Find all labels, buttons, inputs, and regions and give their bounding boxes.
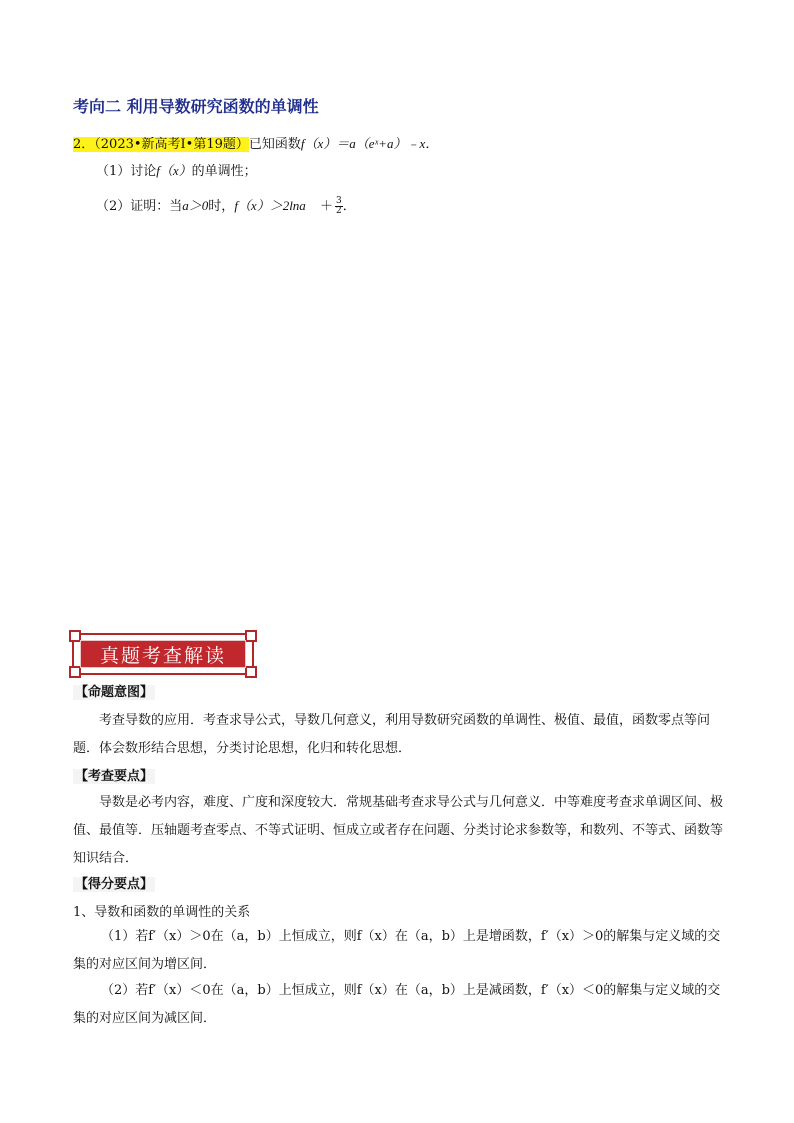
banner-fill (80, 640, 246, 668)
scoring-item-1: （1）若f′（x）＞0在（a，b）上恒成立，则f（x）在（a，b）上是增函数，f′（x）＞0的解集与定义域的交集的对应区间为增区间． (73, 929, 721, 972)
part-1 (96, 160, 257, 179)
part-2-inequality: f（x）＞2lna (234, 198, 306, 213)
part-1-prefix: （1）讨论 (96, 164, 157, 179)
part-1-suffix: 的单调性； (191, 164, 257, 179)
part-2 (96, 195, 356, 216)
points-label (73, 765, 155, 784)
part-2-condition: a＞0 (182, 198, 209, 213)
question-source: 2．（2023•新高考Ⅰ•第19题） (73, 137, 249, 152)
fraction-numerator: 3 (335, 196, 342, 206)
part-2-prefix: （2）证明：当 (96, 199, 183, 214)
scoring-heading: 1、导数和函数的单调性的关系 (73, 905, 251, 920)
section-banner (72, 633, 254, 675)
part-1-function: f（x） (156, 163, 192, 178)
function-expression: f（x）＝a（eˣ+a）﹣x． (300, 136, 439, 151)
points-paragraph: 导数是必考内容，难度、广度和深度较大．常规基础考查求导公式与几何意义．中等难度考查求单调区间、极值、最值等．压轴题考查零点、不等式证明、恒成立或者存在问题、分类讨论求参数等，和数列、不等式、函数等知识结合． (73, 795, 724, 866)
scoring-label-text: 【得分要点】 (75, 877, 154, 892)
section-title: 考向二 利用导数研究函数的单调性 (73, 97, 319, 116)
part-2-end: ． (342, 199, 356, 214)
banner-corner-ornament (245, 666, 257, 678)
stem-prefix: 已知函数 (248, 137, 301, 152)
scoring-item-2: （2）若f′（x）＜0在（a，b）上恒成立，则f（x）在（a，b）上是减函数，f′（x）＜0的解集与定义域的交集的对应区间为减区间． (73, 983, 721, 1026)
fraction-denominator: 2 (335, 206, 342, 216)
intent-paragraph: 考查导数的应用．考查求导公式，导数几何意义，利用导数研究函数的单调性、极值、最值，函数零点等问题．体会数形结合思想，分类讨论思想，化归和转化思想． (73, 713, 711, 756)
points-label-text: 【考查要点】 (75, 769, 154, 784)
scoring-label (73, 873, 155, 892)
part-2-mid: 时， (208, 199, 235, 214)
question-stem (73, 133, 438, 152)
banner-title: 真题考查解读 (99, 644, 226, 667)
intent-label-text: 【命题意图】 (75, 685, 154, 700)
part-2-plus: ＋ (319, 199, 333, 214)
intent-label (73, 681, 155, 700)
fraction-three-halves (335, 197, 343, 216)
banner-corner-ornament (245, 630, 257, 642)
